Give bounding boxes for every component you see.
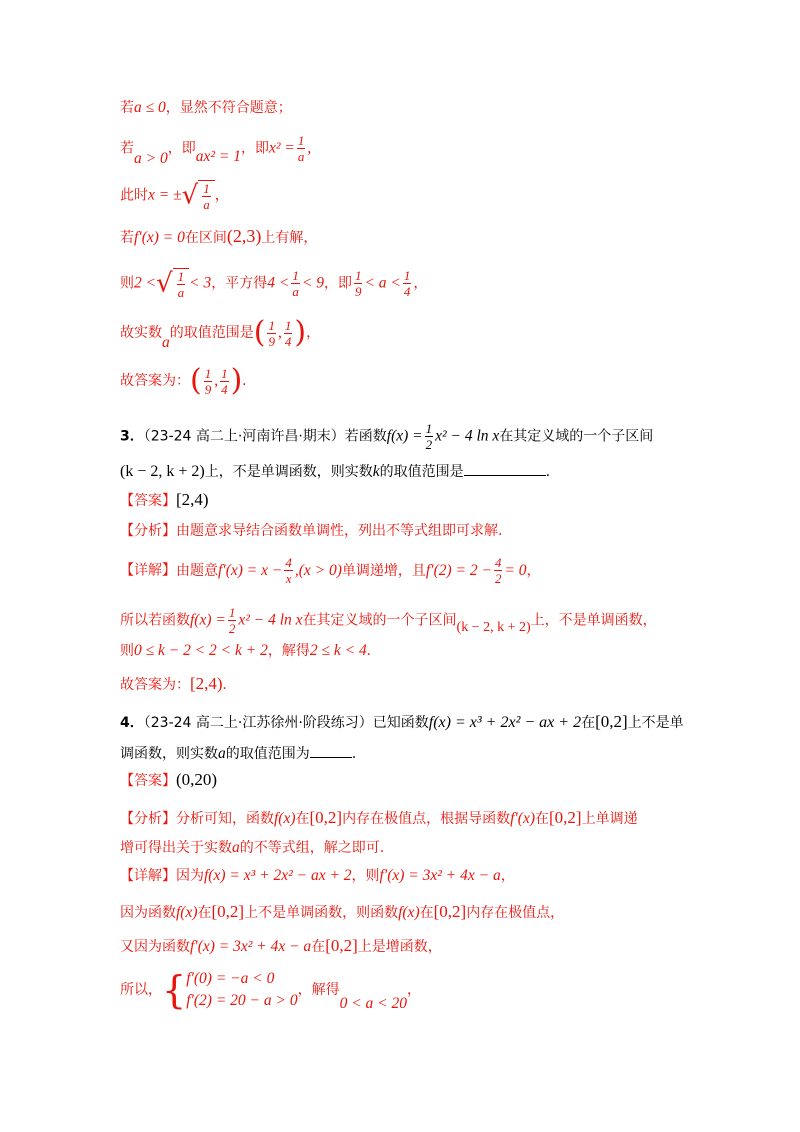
line-inequality: 则2 <√ $\frac{1}{a}$ < 3，平方得4 < $\frac{1}{a}$ < 9，即 $\frac{1}{9}$ < a < $\frac{1}{4}$ ，	[120, 268, 428, 300]
sqrt: √ $\frac{1}{a}$	[182, 180, 215, 211]
line-range: 故实数a的取值范围是( $\frac{1}{9}$ , $\frac{1}{4}$ )，	[120, 315, 321, 351]
answer-blank	[464, 475, 546, 476]
question-source: （23-24 高二上·河南许昌·期末）	[143, 428, 345, 445]
detail-3-line3: 则0 ≤ k − 2 < 2 < k + 2，解得2 ≤ k < 4.	[120, 642, 371, 659]
math: a > 0	[134, 149, 168, 167]
line-x-value: 此时x = ±√ $\frac{1}{a}$ ，	[120, 180, 229, 212]
answer-4: 【答案】(0,20)	[120, 770, 218, 789]
detail-4-line2: 因为函数f(x)在[0,2]上不是单调函数，则函数f(x)在[0,2]内存在极值点，	[120, 902, 565, 921]
detail-3-line2: 所以若函数f(x) = $\frac{1}{2}$ x² − 4 ln x在其定义域的一个子区间(k − 2, k + 2)上，不是单调函数，	[120, 605, 657, 636]
text: ，即	[167, 140, 196, 157]
line-a-positive: 若a > 0，即ax² = 1，即x² = $\frac{1}{a}$ ,	[120, 133, 312, 167]
line-derivative-zero: 若f′(x) = 0在区间(2,3)上有解，	[120, 226, 318, 246]
analysis-4-line2: 增可得出关于实数a的不等式组，解之即可.	[120, 839, 385, 856]
math: x² =	[268, 139, 295, 157]
question-source: （23-24 高二上·江苏徐州·阶段练习）	[143, 715, 373, 731]
detail-label: 【详解】	[120, 868, 176, 884]
question-4-line2: 调函数，则实数a的取值范围为 .	[120, 745, 357, 762]
fraction: $\frac{1}{a}$	[297, 133, 305, 164]
detail-4-line4: 所以，{ f′(0) = −a < 0 f′(2) = 20 − a > 0 ，解得0 < a < 20，	[120, 968, 422, 1012]
line-answer-2: 故答案为：( $\frac{1}{9}$ , $\frac{1}{4}$ ).	[120, 363, 247, 398]
math: ax² = 1	[195, 147, 241, 165]
analysis-label: 【分析】	[120, 811, 176, 827]
line-a-nonpositive	[120, 98, 292, 118]
detail-3-line4: 故答案为：[2,4).	[120, 674, 227, 693]
answer-label: 【答案】	[120, 493, 176, 509]
answer-blank	[310, 757, 352, 758]
text: 若	[120, 100, 134, 116]
question-3-line1: 3．（23-24 高二上·河南许昌·期末）若函数f(x) = $\frac{1}{2}$ x² − 4 ln x在其定义域的一个子区间	[120, 421, 654, 452]
math: x = ±	[148, 186, 182, 204]
detail-4-line1: 【详解】因为f(x) = x³ + 2x² − ax + 2，则f′(x) = 3x² + 4x − a，	[120, 867, 515, 884]
analysis-3: 【分析】由题意求导结合函数单调性，列出不等式组即可求解.	[120, 523, 503, 539]
detail-4-line3: 又因为函数f′(x) = 3x² + 4x − a在[0,2]上是增函数，	[120, 936, 442, 955]
text: 此时	[120, 187, 148, 204]
detail-3-line1: 【详解】由题意f′(x) = x − $\frac{4}{x}$ ,(x > 0)单调递增，且f′(2) = 2 − $\frac{4}{2}$ = 0，	[120, 555, 541, 586]
question-3-line2: (k − 2, k + 2)上，不是单调函数，则实数k的取值范围是 .	[120, 463, 551, 480]
detail-label: 【详解】	[120, 562, 176, 579]
text: 若	[120, 140, 134, 157]
inequality-system: { f′(0) = −a < 0 f′(2) = 20 − a > 0	[162, 968, 298, 1012]
question-4-line1: 4．（23-24 高二上·江苏徐州·阶段练习）已知函数f(x) = x³ + 2x² − ax + 2在[0,2]上不是单	[120, 712, 684, 731]
text: ，显然不符合题意；	[165, 100, 292, 116]
answer-label: 【答案】	[120, 773, 176, 789]
analysis-4-line1: 【分析】分析可知，函数f(x)在[0,2]内存在极值点，根据导函数f′(x)在[0,2]上单调递	[120, 808, 638, 827]
analysis-label: 【分析】	[120, 523, 176, 539]
answer-3: 【答案】[2,4)	[120, 490, 209, 509]
text: ，即	[240, 140, 269, 157]
math: a ≤ 0	[134, 99, 166, 116]
question-number: 3．	[120, 428, 144, 445]
question-number: 4．	[120, 715, 144, 731]
